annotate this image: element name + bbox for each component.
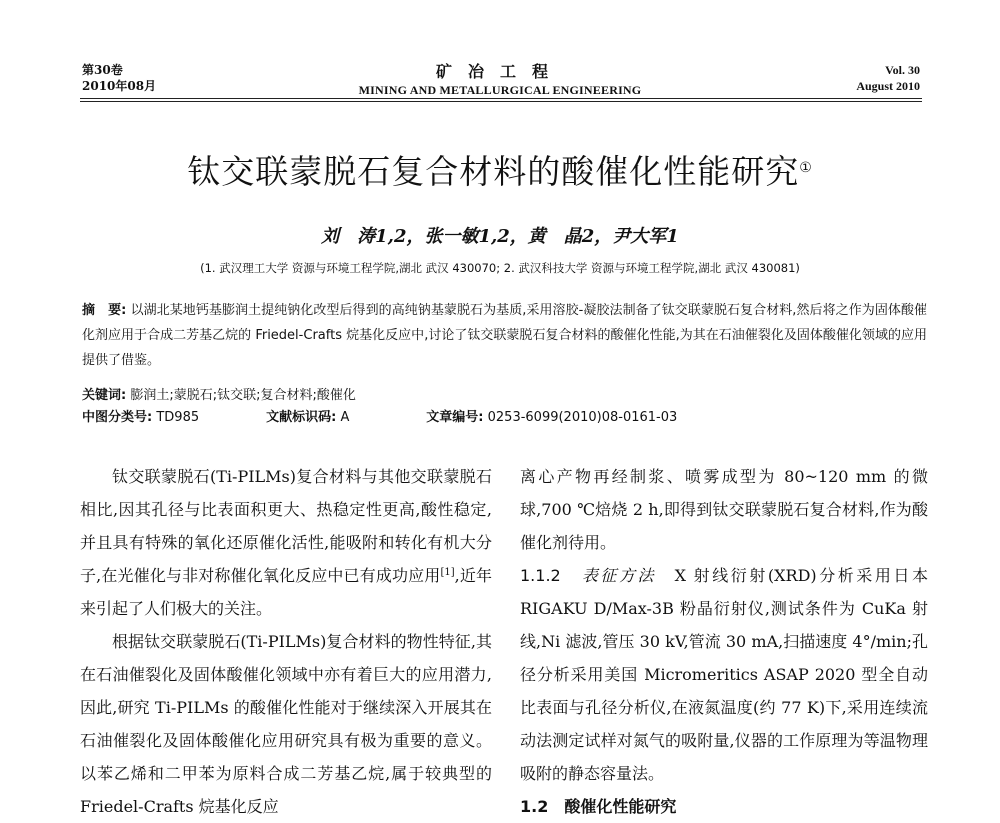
keywords-label: 关键词: [82, 388, 127, 403]
affiliations: (1. 武汉理工大学 资源与环境工程学院,湖北 武汉 430070; 2. 武汉科技大学 资源与环境工程学院,湖北 武汉 430081) [200, 261, 800, 275]
paper-title [0, 150, 1000, 194]
header-date-en: August 2010 [856, 79, 920, 93]
journal-name-cn: 矿冶工程 [435, 62, 564, 81]
header-rule-bottom [80, 101, 922, 102]
section-name: 表征方法 [581, 566, 657, 585]
journal-name-en: MINING AND METALLURGICAL ENGINEERING [358, 83, 642, 97]
abstract-text: 以湖北某地钙基膨润土提纯钠化改型后得到的高纯钠基蒙脱石为基质,采用溶胶-凝胶法制备了钛交联蒙脱石复合材料,然后将之作为固体酸催化剂应用于合成二芳基乙烷的 Friedel-Crafts 烷基化反应中,讨论了钛交联蒙脱石复合材料的酸催化性能,为其在石油催裂化及固体酸催化领域的应用提供了借鉴。 [82, 303, 927, 368]
citation-1: [1] [440, 567, 455, 578]
keywords-text: 膨润土;蒙脱石;钛交联;复合材料;酸催化 [130, 388, 356, 403]
body-right-column [520, 460, 928, 823]
header-center [0, 62, 1000, 98]
abstract [82, 298, 927, 373]
header-volume-en: Vol. 30 [885, 63, 920, 77]
left-paragraph-2: 根据钛交联蒙脱石(Ti-PILMs)复合材料的物性特征,其在石油催裂化及固体酸催化领域中亦有着巨大的应用潜力,因此,研究 Ti-PILMs 的酸催化性能对于继续深入开展其在石油催裂化及固体酸催化应用研究具有极为重要的意义。以苯乙烯和二甲苯为原料合成二芳基乙烷,属于较典型的 Friedel-Crafts 烷基化反应 [80, 632, 492, 816]
doc-code-value: A [340, 410, 350, 425]
left-paragraph-1 [80, 460, 492, 625]
right-paragraph-2 [520, 559, 928, 790]
header-right [856, 62, 920, 94]
left-p1-end: ,近年来引起了人们极大的关注。 [80, 566, 492, 618]
author-list: 刘 涛1,2，张一敏1,2，黄 晶2，尹大军1 [321, 226, 679, 247]
right-p2-text: X 射线衍射(XRD)分析采用日本 RIGAKU D/Max-3B 粉晶衍射仪,测试条件为 CuKa 射线,Ni 滤波,管压 30 kV,管流 30 mA,扫描速度 4°/min;孔径分析采用美国 Micromeritics ASAP 2020 型全自动比表面与孔径分析仪,在液氮温度(约 77 K)下,采用连续流动法测定试样对氮气的吸附量,仪器的工作原理为等温物理吸附的静态容量法。 [520, 566, 928, 783]
article-no-label: 文章编号: [426, 410, 484, 425]
left-p1-text: 钛交联蒙脱石(Ti-PILMs)复合材料与其他交联蒙脱石相比,因其孔径与比表面积更大、热稳定性更高,酸性稳定,并且具有特殊的氧化还原催化活性,能吸附和转化有机大分子,在光催化与非对称催化氧化反应中已有成功应用 [80, 467, 492, 585]
right-paragraph-1: 离心产物再经制浆、喷雾成型为 80~120 mm 的微球,700 ℃焙烧 2 h,即得到钛交联蒙脱石复合材料,作为酸催化剂待用。 [520, 467, 928, 552]
article-no-value: 0253-6099(2010)08-0161-03 [487, 410, 678, 425]
header-date-cn: 2010年08月 [82, 79, 157, 93]
abstract-label: 摘 要: [82, 303, 127, 318]
header-rule-top [80, 98, 922, 99]
section-number: 1.1.2 [520, 566, 561, 585]
body-left-column [80, 460, 492, 823]
clc-value: TD985 [156, 410, 200, 425]
section-heading-1-2: 1.2 酸催化性能研究 [520, 797, 677, 816]
title-footnote-mark: ① [799, 160, 813, 176]
doc-code-label: 文献标识码: [266, 410, 337, 425]
clc-label: 中图分类号: [82, 410, 153, 425]
paper-title-text: 钛交联蒙脱石复合材料的酸催化性能研究 [187, 152, 800, 191]
header-volume-cn: 第30卷 [82, 63, 123, 77]
classification-row [82, 407, 927, 429]
keywords [82, 385, 927, 407]
